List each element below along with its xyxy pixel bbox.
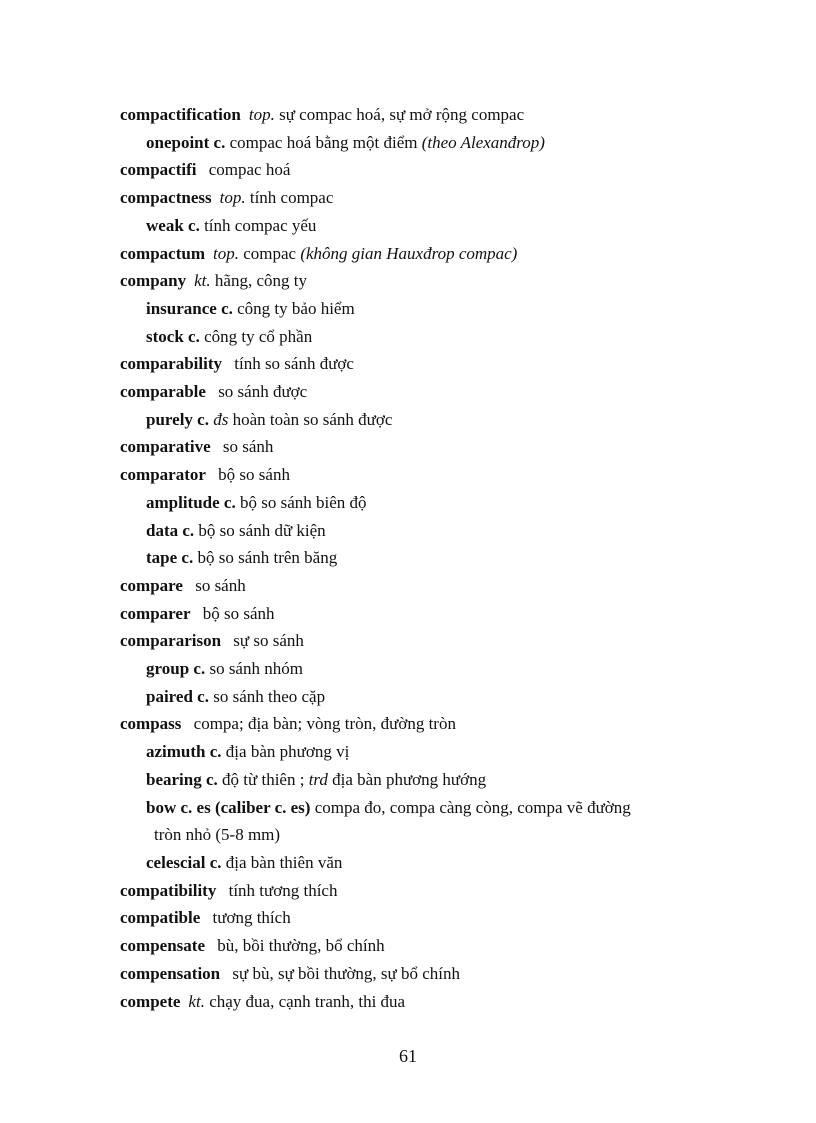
dictionary-entry bbox=[120, 433, 760, 461]
entry-continuation bbox=[120, 821, 760, 849]
dictionary-entry bbox=[120, 932, 760, 960]
headword: compatible bbox=[120, 908, 201, 928]
definition: bộ so sánh trên băng bbox=[193, 548, 338, 568]
definition: tính tương thích bbox=[224, 880, 338, 900]
definition: công ty cổ phần bbox=[199, 326, 313, 346]
definition: tương thích bbox=[208, 908, 291, 928]
definition: so sánh được bbox=[213, 382, 308, 402]
dictionary-entry bbox=[120, 240, 760, 268]
domain-label: kt. bbox=[194, 271, 211, 291]
definition: compac hoá bằng một điểm bbox=[225, 132, 422, 152]
domain-label: trd bbox=[308, 769, 328, 789]
dictionary-entry bbox=[120, 267, 760, 295]
definition: độ từ thiên ; bbox=[217, 769, 309, 789]
sub-entry bbox=[120, 212, 760, 240]
definition: sự compac hoá, sự mở rộng compac bbox=[274, 105, 525, 124]
sub-entry bbox=[120, 489, 760, 517]
dictionary-entry bbox=[120, 572, 760, 600]
dictionary-entry bbox=[120, 600, 760, 628]
definition: hoàn toàn so sánh được bbox=[228, 409, 393, 429]
sub-entry bbox=[120, 406, 760, 434]
headword: comparative bbox=[120, 437, 211, 457]
dictionary-entry bbox=[120, 627, 760, 655]
headword: comparator bbox=[120, 465, 206, 485]
sub-entry bbox=[120, 544, 760, 572]
headword: weak c. bbox=[146, 215, 200, 235]
page-number: 61 bbox=[399, 1046, 417, 1066]
definition: địa bàn phương hướng bbox=[327, 769, 487, 789]
headword: compatibility bbox=[120, 880, 217, 900]
definition: compac bbox=[238, 243, 301, 263]
definition: bộ so sánh bbox=[213, 465, 290, 485]
definition: tròn nhỏ (5-8 mm) bbox=[154, 825, 281, 845]
headword: compensation bbox=[120, 963, 221, 983]
headword: purely c. bbox=[146, 409, 209, 429]
definition: compa; địa bàn; vòng tròn, đường tròn bbox=[189, 714, 456, 734]
dictionary-entry bbox=[120, 156, 760, 184]
domain-label: top. bbox=[248, 105, 275, 124]
headword: paired c. bbox=[146, 686, 209, 706]
headword: comparability bbox=[120, 354, 222, 374]
headword: onepoint c. bbox=[146, 132, 226, 152]
sub-entry bbox=[120, 766, 760, 794]
definition: bù, bồi thường, bổ chính bbox=[212, 936, 385, 956]
sub-entry bbox=[120, 849, 760, 877]
dictionary-entry bbox=[120, 101, 760, 129]
headword: insurance c. bbox=[146, 298, 233, 318]
definition: so sánh bbox=[218, 437, 274, 457]
headword: compactifi bbox=[120, 160, 197, 180]
headword: comparer bbox=[120, 603, 191, 623]
definition: địa bàn phương vị bbox=[221, 742, 350, 762]
domain-label: top. bbox=[219, 188, 246, 208]
note: (không gian Hauxđrop compac) bbox=[300, 243, 518, 263]
headword: compass bbox=[120, 714, 182, 734]
dictionary-entry bbox=[120, 960, 760, 988]
dictionary-entry bbox=[120, 378, 760, 406]
sub-entry bbox=[120, 295, 760, 323]
headword: stock c. bbox=[146, 326, 200, 346]
definition: so sánh theo cặp bbox=[208, 686, 326, 706]
headword: compactification bbox=[120, 105, 241, 124]
sub-entry bbox=[120, 323, 760, 351]
headword: compactness bbox=[120, 188, 212, 208]
dictionary-entry bbox=[120, 877, 760, 905]
sub-entry bbox=[120, 129, 760, 157]
headword: comparable bbox=[120, 382, 206, 402]
headword: bow c. es (caliber c. es) bbox=[146, 797, 311, 817]
sub-entry bbox=[120, 683, 760, 711]
definition: sự bù, sự bồi thường, sự bổ chính bbox=[228, 963, 461, 983]
domain-label: kt. bbox=[188, 991, 205, 1011]
sub-entry bbox=[120, 655, 760, 683]
headword: compactum bbox=[120, 243, 205, 263]
note: (theo Alexanđrop) bbox=[421, 132, 545, 152]
domain-label: đs bbox=[213, 409, 229, 429]
headword: celescial c. bbox=[146, 852, 222, 872]
headword: compararison bbox=[120, 631, 222, 651]
headword: azimuth c. bbox=[146, 742, 222, 762]
definition: công ty bảo hiểm bbox=[232, 298, 355, 318]
headword: compete bbox=[120, 991, 181, 1011]
headword: tape c. bbox=[146, 548, 194, 568]
definition: sự so sánh bbox=[229, 631, 304, 651]
definition: bộ so sánh biên độ bbox=[235, 492, 367, 512]
definition: tính compac yếu bbox=[199, 215, 317, 235]
definition: hãng, công ty bbox=[210, 271, 307, 291]
definition: so sánh nhóm bbox=[205, 659, 303, 679]
definition: compa đo, compa càng còng, compa vẽ đường bbox=[310, 797, 631, 817]
domain-label: top. bbox=[212, 243, 239, 263]
dictionary-entry bbox=[120, 904, 760, 932]
definition: bộ so sánh dữ kiện bbox=[194, 520, 326, 540]
sub-entry bbox=[120, 794, 760, 822]
dictionary-entry bbox=[120, 710, 760, 738]
headword: compare bbox=[120, 575, 183, 595]
definition: tính compac bbox=[245, 188, 334, 208]
definition: so sánh bbox=[190, 575, 246, 595]
sub-entry bbox=[120, 738, 760, 766]
dictionary-entry bbox=[120, 184, 760, 212]
definition: tính so sánh được bbox=[230, 354, 354, 374]
definition: chạy đua, cạnh tranh, thi đua bbox=[204, 991, 406, 1011]
headword: data c. bbox=[146, 520, 195, 540]
headword: company bbox=[120, 271, 187, 291]
headword: bearing c. bbox=[146, 769, 218, 789]
headword: compensate bbox=[120, 936, 205, 956]
entry-list bbox=[120, 101, 760, 1015]
dictionary-entry bbox=[120, 988, 760, 1016]
dictionary-entry bbox=[120, 461, 760, 489]
definition: bộ so sánh bbox=[198, 603, 275, 623]
dictionary-entry bbox=[120, 350, 760, 378]
headword: group c. bbox=[146, 659, 206, 679]
headword: amplitude c. bbox=[146, 492, 236, 512]
definition: compac hoá bbox=[204, 160, 291, 180]
definition: địa bàn thiên văn bbox=[221, 852, 343, 872]
sub-entry bbox=[120, 517, 760, 545]
